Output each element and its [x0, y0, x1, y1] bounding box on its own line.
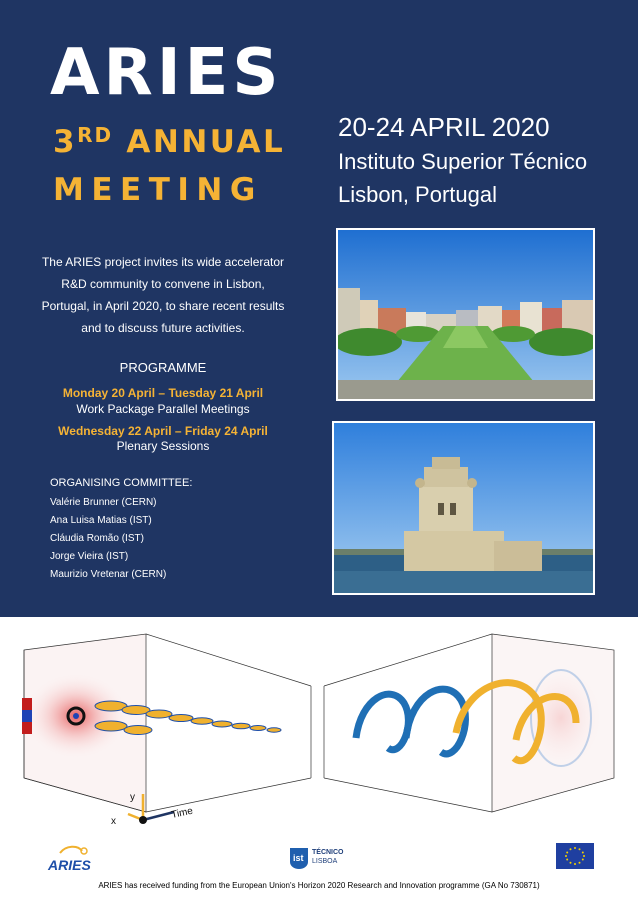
committee-member: Maurizio Vretenar (CERN) — [50, 569, 167, 580]
programme-session-dates: Monday 20 April – Tuesday 21 April — [62, 386, 264, 400]
axis-y-label: y — [130, 792, 135, 803]
park-photo — [336, 228, 595, 401]
intro-text: The ARIES project invites its wide accelerator R&D community to convene in Lisbon, Portugal, in April 2020, to share recent results and to discuss future activities. — [41, 255, 285, 335]
tower-photo — [332, 421, 595, 595]
subtitle-ordinal: 3 — [53, 124, 78, 160]
right-box — [324, 634, 614, 812]
simulation-figure — [16, 628, 622, 838]
programme-session-description: Plenary Sessions — [116, 439, 210, 453]
tecnico-logo-icon — [288, 846, 310, 870]
svg-text:ist: ist — [293, 853, 304, 863]
poster-subtitle-line2: MEETING — [53, 172, 263, 208]
event-location: Lisbon, Portugal — [338, 182, 497, 207]
tecnico-logo-text — [312, 848, 344, 866]
funding-statement: ARIES has received funding from the European Union's Horizon 2020 Research and Innovation programme (GA No 730871) — [98, 881, 540, 890]
subtitle-annual: ANNUAL — [126, 124, 286, 160]
aries-logo-text: ARIES — [48, 857, 91, 873]
tecnico-name: TÉCNICO — [312, 849, 344, 856]
committee-member: Valérie Brunner (CERN) — [50, 497, 157, 508]
event-venue: Instituto Superior Técnico — [338, 149, 588, 174]
programme-heading: PROGRAMME — [119, 360, 207, 375]
committee-member: Ana Luisa Matias (IST) — [50, 515, 152, 526]
programme-session-description: Work Package Parallel Meetings — [76, 402, 250, 416]
committee-member: Jorge Vieira (IST) — [50, 551, 129, 562]
eu-flag-icon — [556, 843, 594, 869]
committee-heading: ORGANISING COMMITTEE: — [50, 477, 193, 489]
axis-x-label: x — [111, 816, 116, 827]
aries-logo — [46, 843, 106, 873]
left-box — [21, 634, 311, 812]
axis-time-label: Time — [170, 805, 195, 821]
event-date: 20-24 APRIL 2020 — [338, 112, 550, 142]
poster-title: ARIES — [50, 36, 283, 110]
subtitle-ordinal-suffix: RD — [77, 123, 114, 147]
tecnico-city: LISBOA — [312, 858, 338, 865]
programme-session-dates: Wednesday 22 April – Friday 24 April — [58, 424, 268, 438]
poster-subtitle — [53, 124, 285, 163]
committee-member: Cláudia Romão (IST) — [50, 533, 144, 544]
